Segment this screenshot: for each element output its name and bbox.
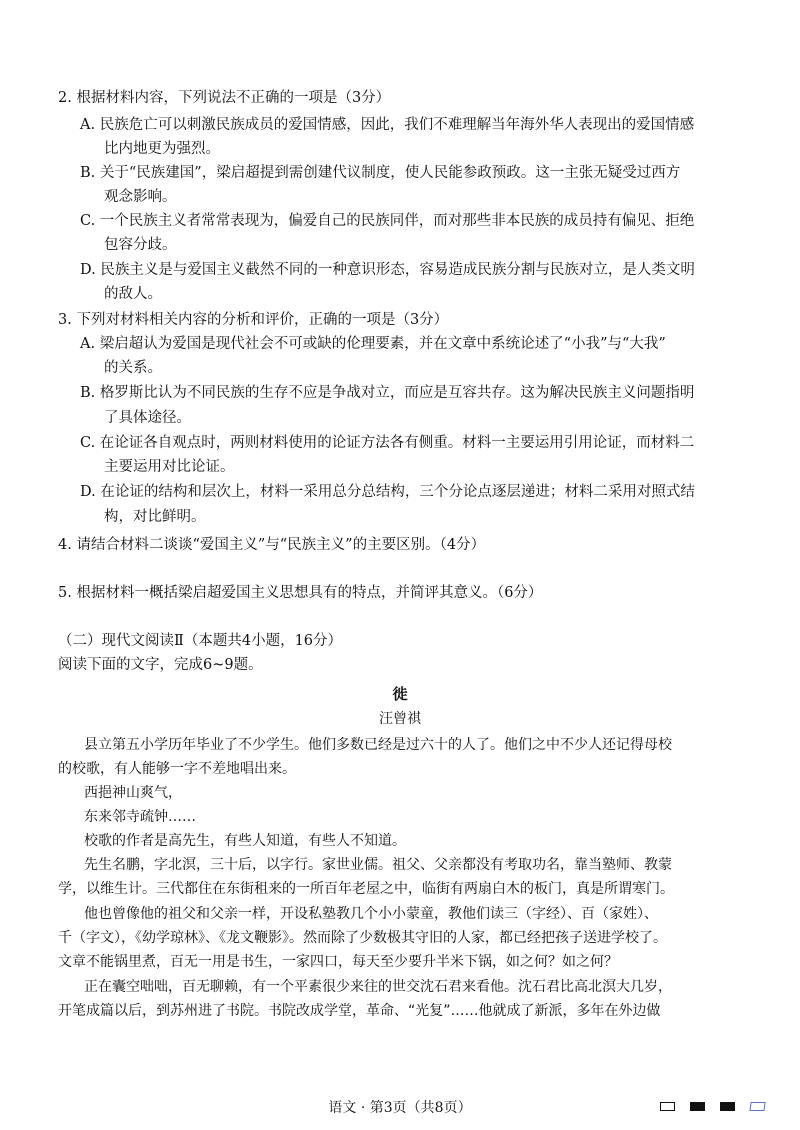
q2-option-a: A. 民族危亡可以刺激民族成员的爱国情感，因此，我们不难理解当年海外华人表现出的爱国情感	[80, 117, 695, 133]
story-line: 先生名鹏，字北溟，三十后，以字行。家世业儒。祖父、父亲都没有考取功名，靠当塾师、教蒙	[84, 857, 672, 873]
story-line: 千（字文），《幼学琼林》、《龙文鞭影》。然而除了少数极其守旧的人家，都已经把孩子送进学校了。	[58, 930, 667, 946]
hollow-mark-icon	[660, 1102, 675, 1111]
q3-option-d-cont: 构，对比鲜明。	[104, 509, 206, 525]
story-line: 县立第五小学历年毕业了不少学生。他们多数已经是过六十的人了。他们之中不少人还记得母校	[84, 737, 672, 753]
story-line: 学，以维生计。三代都住在东街租来的一所百年老屋之中，临街有两扇白木的板门，真是所谓寒门。	[58, 881, 674, 897]
question-3: 3. 下列对材料相关内容的分析和评价，正确的一项是（3分）	[58, 312, 449, 328]
page-footer: 语文 · 第3页（共8页）	[328, 1100, 472, 1116]
q3-option-c-cont: 主要运用对比论证。	[104, 459, 235, 475]
question-5: 5. 根据材料一概括梁启超爱国主义思想具有的特点，并简评其意义。（6分）	[58, 585, 543, 601]
q2-option-d-cont: 的敌人。	[104, 286, 162, 302]
q3-option-b: B. 格罗斯比认为不同民族的生存不应是争战对立，而应是互容共存。这为解决民族主义问题指明	[80, 385, 695, 401]
section-header: （二）现代文阅读Ⅱ（本题共4小题，16分）	[58, 633, 343, 649]
q3-option-c: C. 在论证各自观点时，两则材料使用的论证方法各有侧重。材料一主要运用引用论证，而材料二	[80, 435, 695, 451]
story-line: 的校歌，有人能够一字不差地唱出来。	[58, 761, 296, 777]
q3-option-a-cont: 的关系。	[104, 360, 162, 376]
story-line: 开笔成篇以后，到苏州进了书院。书院改成学堂，革命、“光复”……他就成了新派，多年在外边做	[58, 1003, 661, 1019]
question-2: 2. 根据材料内容，下列说法不正确的一项是（3分）	[58, 90, 391, 106]
story-line: 东来邻寺疏钟……	[84, 809, 196, 825]
q2-option-a-cont: 比内地更为强烈。	[104, 141, 220, 157]
q2-option-b: B. 关于“民族建国”，梁启超提到需创建代议制度，使人民能参政预政。这一主张无疑受过西方	[80, 165, 681, 181]
story-line: 文章不能锅里煮，百无一用是书生，一家四口，每天至少要升半米下锅，如之何？如之何？	[58, 954, 618, 970]
q2-option-d: D. 民族主义是与爱国主义截然不同的一种意识形态，容易造成民族分割与民族对立，是人类文明	[80, 262, 695, 278]
section-instruction: 阅读下面的文字，完成6~9题。	[58, 657, 263, 673]
story-line: 正在囊空咄咄，百无聊赖，有一个平素很少来往的世交沈石君来看他。沈石君比高北溟大几岁，	[84, 979, 672, 995]
q3-option-d: D. 在论证的结构和层次上，材料一采用总分总结构，三个分论点逐层递进；材料二采用对照式结	[80, 484, 695, 500]
story-line: 校歌的作者是高先生，有些人知道，有些人不知道。	[84, 833, 406, 849]
filled-mark-icon	[720, 1102, 735, 1111]
question-4: 4. 请结合材料二谈谈“爱国主义”与“民族主义”的主要区别。（4分）	[58, 537, 486, 553]
q3-option-a: A. 梁启超认为爱国是现代社会不可或缺的伦理要素，并在文章中系统论述了“小我”与“大我”	[80, 336, 666, 352]
q2-option-c: C. 一个民族主义者常常表现为，偏爱自己的民族同伴，而对那些非本民族的成员持有偏见、拒绝	[80, 213, 695, 229]
q2-option-b-cont: 观念影响。	[104, 189, 177, 205]
filled-mark-icon	[690, 1102, 705, 1111]
story-line: 西挹神山爽气，	[84, 785, 182, 801]
q3-option-b-cont: 了具体途径。	[104, 410, 191, 426]
story-author: 汪曾祺	[379, 711, 421, 727]
q2-option-c-cont: 包容分歧。	[104, 237, 177, 253]
blue-mark-icon	[749, 1102, 765, 1111]
story-title: 徙	[392, 685, 408, 703]
story-line: 他也曾像他的祖父和父亲一样，开设私塾教几个小小蒙童，教他们读三（字经）、百（家姓）、	[84, 906, 658, 922]
